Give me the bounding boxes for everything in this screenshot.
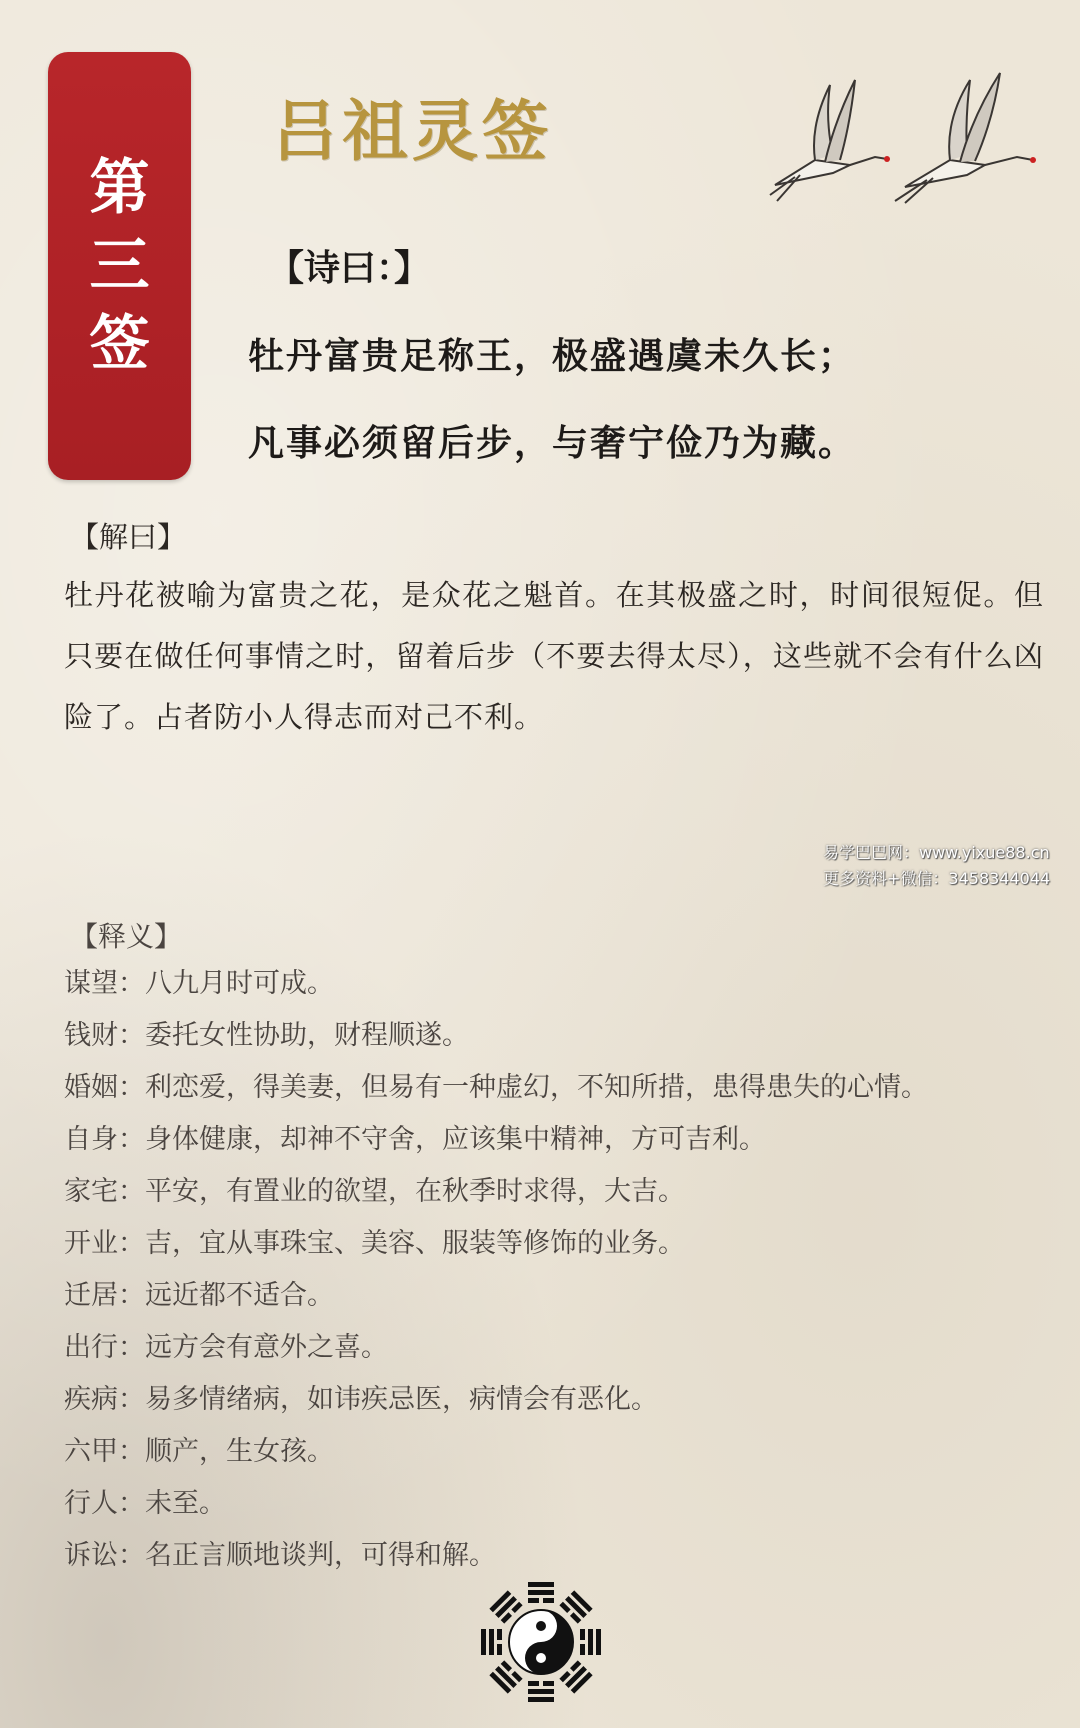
meaning-key: 开业 xyxy=(64,1228,118,1259)
meaning-separator: ： xyxy=(118,1540,145,1571)
meaning-item xyxy=(64,1478,928,1530)
meaning-value: 名正言顺地谈判，可得和解。 xyxy=(145,1540,496,1571)
meaning-separator: ： xyxy=(118,1176,145,1207)
meaning-key: 行人 xyxy=(64,1488,118,1519)
page-title: 吕祖灵签 xyxy=(272,92,552,170)
meaning-item xyxy=(64,1530,928,1582)
meaning-separator: ： xyxy=(118,968,145,999)
crane-icon xyxy=(755,65,1060,205)
meaning-separator: ： xyxy=(118,1228,145,1259)
lot-number-tag xyxy=(48,52,191,480)
meaning-key: 六甲 xyxy=(64,1436,118,1467)
meaning-key: 疾病 xyxy=(64,1384,118,1415)
meaning-item xyxy=(64,1218,928,1270)
meaning-separator: ： xyxy=(118,1436,145,1467)
poem-line: 牡丹富贵足称王，极盛遇虞未久长； xyxy=(248,335,857,377)
meaning-key: 出行 xyxy=(64,1332,118,1363)
meaning-heading: 【释义】 xyxy=(70,920,183,953)
meaning-value: 易多情绪病，如讳疾忌医，病情会有恶化。 xyxy=(145,1384,658,1415)
meaning-key: 诉讼 xyxy=(64,1540,118,1571)
meaning-value: 远近都不适合。 xyxy=(145,1280,334,1311)
meaning-item xyxy=(64,1010,928,1062)
lot-number-char: 签 xyxy=(89,309,150,379)
poem-heading: 【诗曰：】 xyxy=(268,247,431,289)
watermark-line: 更多资料+微信：3458344044 xyxy=(823,869,1051,888)
poem-line: 凡事必须留后步，与奢宁俭乃为藏。 xyxy=(248,422,857,464)
meaning-list xyxy=(64,958,928,1582)
interpretation-heading: 【解曰】 xyxy=(70,520,187,554)
lot-number-char: 第 xyxy=(89,153,150,223)
meaning-key: 家宅 xyxy=(64,1176,118,1207)
meaning-item xyxy=(64,1426,928,1478)
meaning-value: 利恋爱，得美妻，但易有一种虚幻，不知所措，患得患失的心情。 xyxy=(145,1072,928,1103)
meaning-item xyxy=(64,958,928,1010)
meaning-item xyxy=(64,1322,928,1374)
meaning-value: 远方会有意外之喜。 xyxy=(145,1332,388,1363)
meaning-separator: ： xyxy=(118,1280,145,1311)
meaning-item xyxy=(64,1270,928,1322)
watermark-line: 易学巴巴网：www.yixue88.cn xyxy=(823,843,1050,862)
meaning-key: 钱财 xyxy=(64,1020,118,1051)
meaning-value: 未至。 xyxy=(145,1488,226,1519)
meaning-value: 委托女性协助，财程顺遂。 xyxy=(145,1020,469,1051)
meaning-separator: ： xyxy=(118,1332,145,1363)
meaning-key: 婚姻 xyxy=(64,1072,118,1103)
meaning-separator: ： xyxy=(118,1488,145,1519)
meaning-separator: ： xyxy=(118,1124,145,1155)
lot-number-char: 三 xyxy=(89,231,150,301)
meaning-key: 自身 xyxy=(64,1124,118,1155)
meaning-key: 谋望 xyxy=(64,968,118,999)
meaning-item xyxy=(64,1062,928,1114)
meaning-value: 身体健康，却神不守舍，应该集中精神，方可吉利。 xyxy=(145,1124,766,1155)
meaning-separator: ： xyxy=(118,1384,145,1415)
meaning-value: 吉，宜从事珠宝、美容、服装等修饰的业务。 xyxy=(145,1228,685,1259)
meaning-value: 顺产，生女孩。 xyxy=(145,1436,334,1467)
meaning-separator: ： xyxy=(118,1020,145,1051)
meaning-item xyxy=(64,1166,928,1218)
watermark xyxy=(823,840,1050,892)
taiji-bagua-icon xyxy=(477,1578,605,1706)
meaning-value: 八九月时可成。 xyxy=(145,968,334,999)
meaning-item xyxy=(64,1114,928,1166)
meaning-item xyxy=(64,1374,928,1426)
meaning-key: 迁居 xyxy=(64,1280,118,1311)
interpretation-body: 牡丹花被喻为富贵之花，是众花之魁首。在其极盛之时，时间很短促。但只要在做任何事情之时，留着后步（不要去得太尽），这些就不会有什么凶险了。占者防小人得志而对己不利。 xyxy=(64,578,1044,734)
meaning-value: 平安，有置业的欲望，在秋季时求得，大吉。 xyxy=(145,1176,685,1207)
meaning-separator: ： xyxy=(118,1072,145,1103)
